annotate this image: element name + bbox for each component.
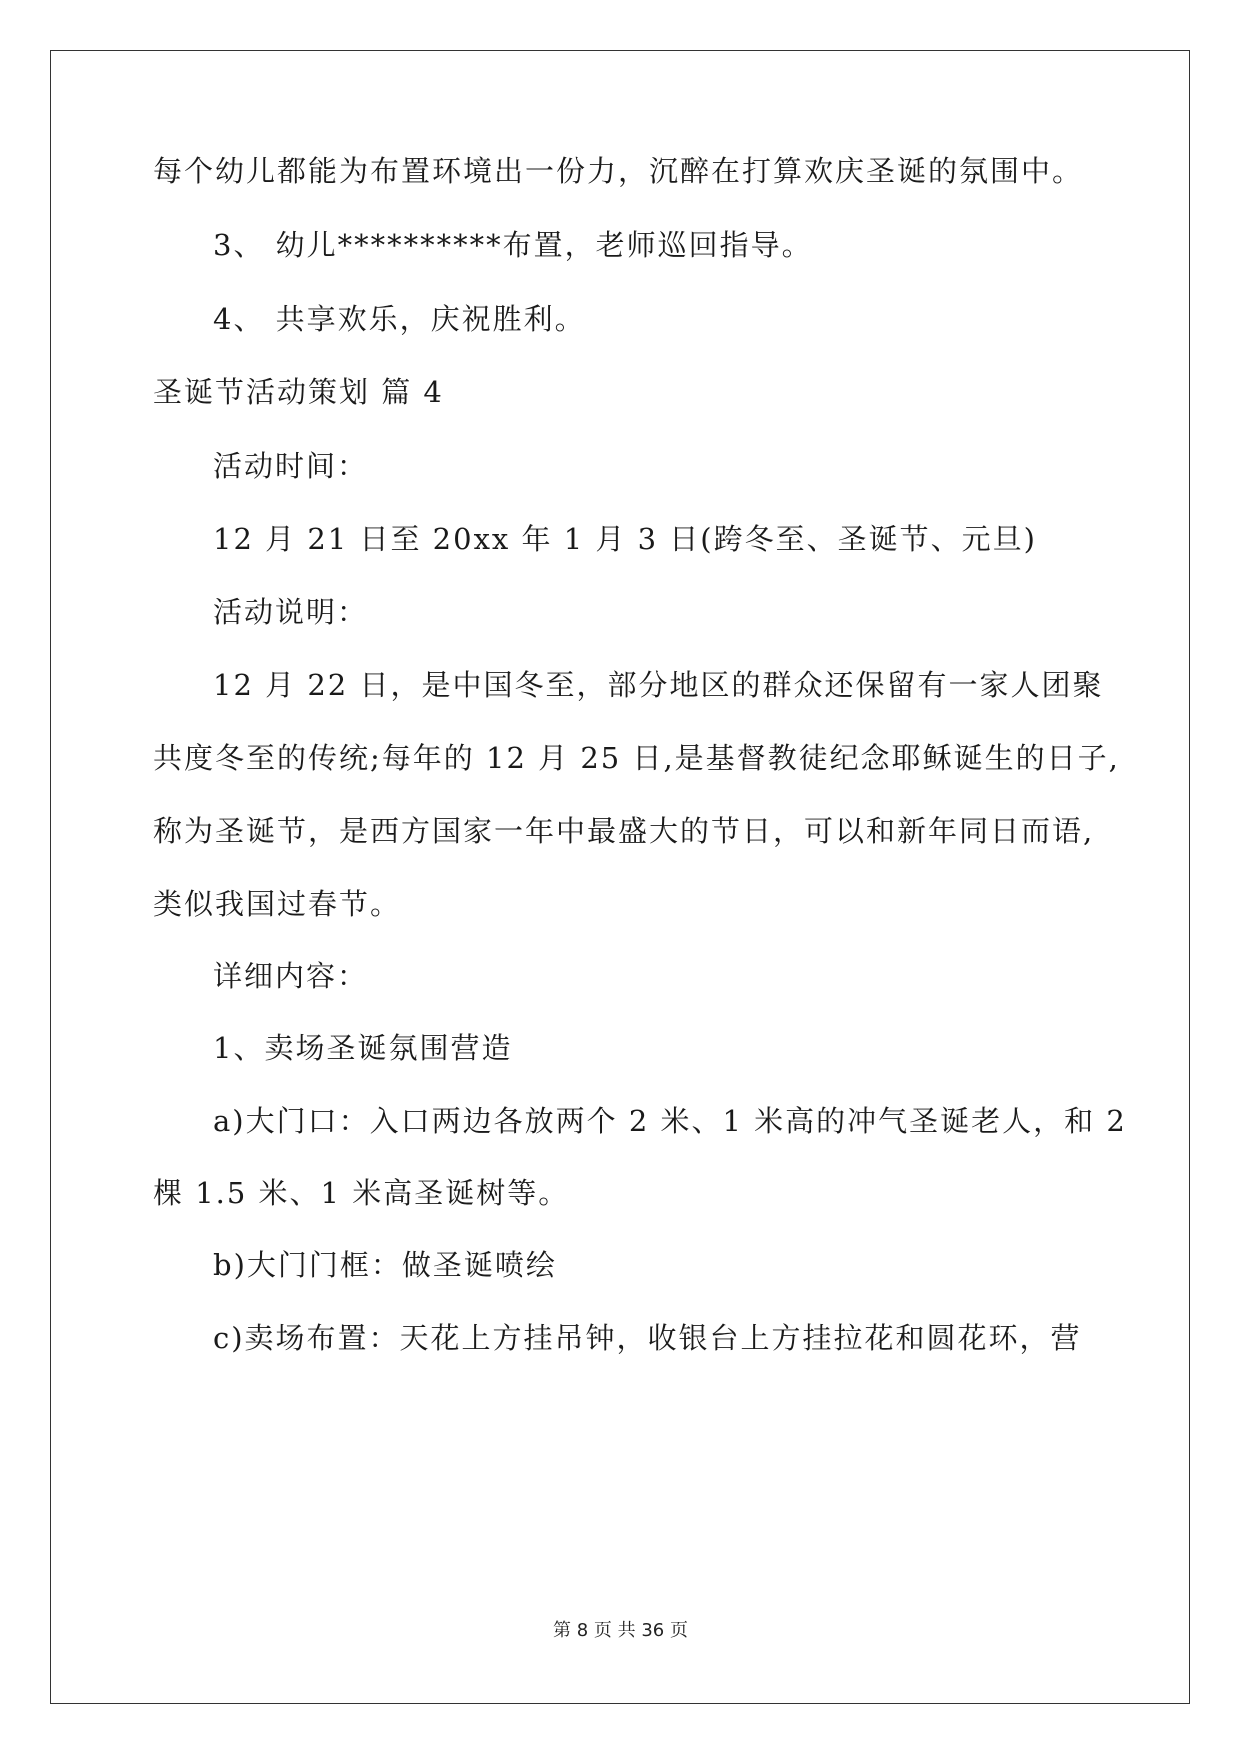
body-text-line: 12 月 22 日，是中国冬至，部分地区的群众还保留有一家人团聚 <box>213 668 1104 702</box>
body-text-line: 每个幼儿都能为布置环境出一份力，沉醉在打算欢庆圣诞的氛围中。 <box>153 154 1084 188</box>
label-activity-description: 活动说明： <box>213 595 369 629</box>
body-text-line: 共度冬至的传统;每年的 12 月 25 日,是基督教徒纪念耶稣诞生的日子, <box>153 741 1120 775</box>
list-item-4: 4、 共享欢乐，庆祝胜利。 <box>213 302 586 336</box>
body-text-line: 类似我国过春节。 <box>153 887 402 921</box>
label-details: 详细内容： <box>213 959 369 993</box>
body-text-line: 称为圣诞节，是西方国家一年中最盛大的节日，可以和新年同日而语, <box>153 814 1095 848</box>
section-heading: 圣诞节活动策划 篇 4 <box>153 375 444 409</box>
sub-item-a: a)大门口：入口两边各放两个 2 米、1 米高的冲气圣诞老人，和 2 <box>213 1104 1127 1138</box>
page-number: 第 8 页 共 36 页 <box>553 1620 688 1641</box>
sub-item-c: c)卖场布置：天花上方挂吊钟，收银台上方挂拉花和圆花环，营 <box>213 1321 1082 1355</box>
activity-date-range: 12 月 21 日至 20xx 年 1 月 3 日(跨冬至、圣诞节、元旦) <box>213 522 1037 556</box>
label-activity-time: 活动时间： <box>213 449 369 483</box>
list-item-1: 1、卖场圣诞氛围营造 <box>213 1031 513 1065</box>
list-item-3: 3、 幼儿**********布置，老师巡回指导。 <box>213 228 813 262</box>
body-text-line: 棵 1.5 米、1 米高圣诞树等。 <box>153 1176 570 1210</box>
sub-item-b: b)大门门框：做圣诞喷绘 <box>213 1248 557 1282</box>
